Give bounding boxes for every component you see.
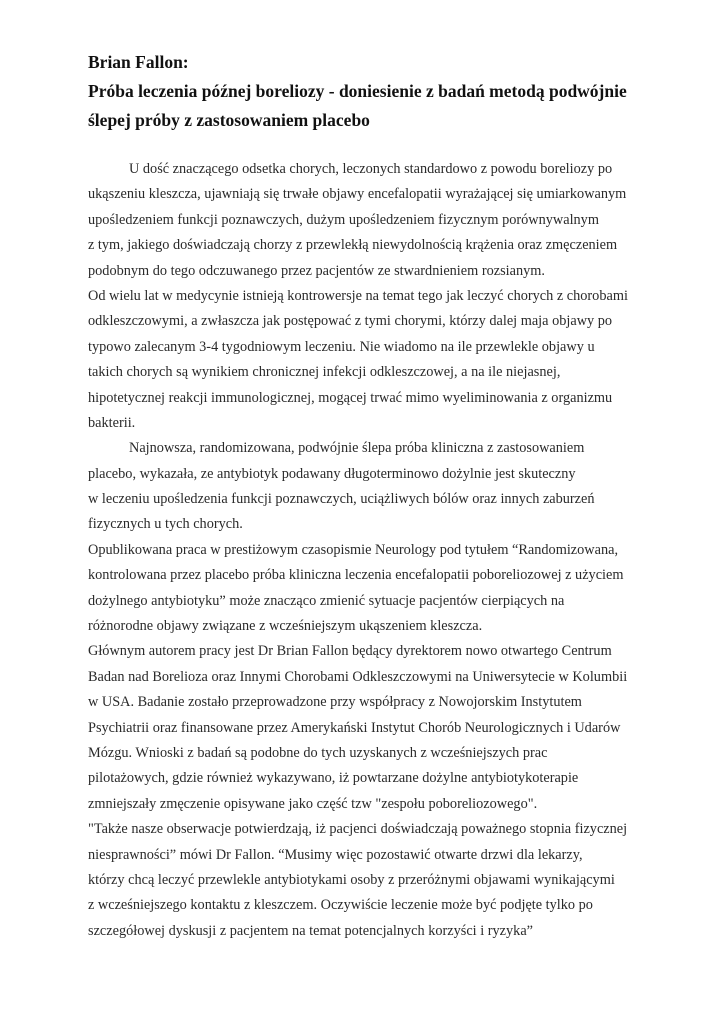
body-text-line: z tym, jakiego doświadczają chorzy z przewlekłą niewydolnością krążenia oraz zmęczeniem	[88, 237, 618, 254]
body-text-line: "Także nasze obserwacje potwierdzają, iż pacjenci doświadczają poważnego stopnia fizycznej	[88, 821, 628, 838]
author-line: Brian Fallon:	[88, 52, 189, 72]
body-text-line: placebo, wykazała, ze antybiotyk podawany długoterminowo dożylnie jest skuteczny	[88, 465, 576, 482]
body-text-line: niesprawności” mówi Dr Fallon. “Musimy więc pozostawić otwarte drzwi dla lekarzy,	[88, 846, 583, 863]
body-text-line: ukąszeniu kleszcza, ujawniają się trwałe objawy encefalopatii wyrażającej się umiarkowanym	[88, 186, 627, 203]
body-text-line: Opublikowana praca w prestiżowym czasopismie Neurology pod tytułem “Randomizowana,	[88, 541, 619, 558]
body-text-line: Psychiatrii oraz finansowane przez Amerykański Instytut Chorób Neurologicznych i Udarów	[88, 719, 621, 736]
body-text-line: typowo zalecanym 3-4 tygodniowym leczeniu. Nie wiadomo na ile przewlekle objawy u	[88, 338, 595, 355]
body-text-line: dożylnego antybiotyku” może znacząco zmienić sytuacje pacjentów cierpiących na	[88, 592, 565, 609]
body-text-line: podobnym do tego odczuwanego przez pacjentów ze stwardnieniem rozsianym.	[88, 262, 545, 279]
body-text-line: hipotetycznej reakcji immunologicznej, mogącej trwać mimo wyeliminowania z organizmu	[88, 389, 613, 406]
body-text-line: zmniejszały zmęczenie opisywane jako część tzw "zespołu poboreliozowego".	[88, 795, 538, 812]
body-text-line: z wcześniejszego kontaktu z kleszczem. Oczywiście leczenie może być podjęte tylko po	[88, 897, 593, 914]
body-text-line: Mózgu. Wnioski z badań są podobne do tych uzyskanych z wcześniejszych prac	[88, 744, 548, 761]
title-line-2: ślepej próby z zastosowaniem placebo	[88, 110, 370, 130]
document-body	[88, 157, 664, 944]
body-text-line: takich chorych są wynikiem chronicznej infekcji odkleszczowej, a na ile niejasnej,	[88, 364, 561, 381]
body-text-line: U dość znaczącego odsetka chorych, leczonych standardowo z powodu boreliozy po	[129, 161, 613, 177]
body-text-line: którzy chcą leczyć przewlekle antybiotykami osoby z przeróżnymi objawami wynikającymi	[88, 871, 615, 888]
body-text-line: bakterii.	[88, 414, 136, 431]
body-text-line: fizycznych u tych chorych.	[88, 516, 243, 533]
body-text-line: w USA. Badanie zostało przeprowadzone przy współpracy z Nowojorskim Instytutem	[88, 694, 582, 711]
body-text-line: Od wielu lat w medycynie istnieją kontrowersje na temat tego jak leczyć chorych z chorobami	[88, 287, 628, 304]
title-line-1: Próba leczenia późnej boreliozy - doniesienie z badań metodą podwójnie	[88, 81, 627, 101]
body-text-line: odkleszczowymi, a zwłaszcza jak postępować z tymi chorymi, którzy dalej maja objawy po	[88, 313, 613, 330]
body-text-line: różnorodne objawy związane z wcześniejszym ukąszeniem kleszcza.	[88, 618, 483, 635]
body-text-line: Badan nad Borelioza oraz Innymi Chorobami Odkleszczowymi na Uniwersytecie w Kolumbii	[88, 668, 628, 685]
body-text-line: kontrolowana przez placebo próba kliniczna leczenia encefalopatii poboreliozowej z użyciem	[88, 567, 624, 584]
document-heading	[88, 48, 664, 135]
body-text-line: Głównym autorem pracy jest Dr Brian Fallon będący dyrektorem nowo otwartego Centrum	[88, 643, 612, 660]
body-text-line: Najnowsza, randomizowana, podwójnie ślepa próba kliniczna z zastosowaniem	[129, 440, 585, 457]
body-text-line: upośledzeniem funkcji poznawczych, dużym upośledzeniem fizycznym porównywalnym	[88, 211, 599, 228]
body-text-line: szczegółowej dyskusji z pacjentem na temat potencjalnych korzyści i ryzyka”	[88, 922, 534, 939]
body-text-line: pilotażowych, gdzie również wykazywano, iż powtarzane dożylne antybiotykoterapie	[88, 770, 579, 787]
body-text-line: w leczeniu upośledzenia funkcji poznawczych, uciążliwych bólów oraz innych zaburzeń	[88, 491, 595, 508]
